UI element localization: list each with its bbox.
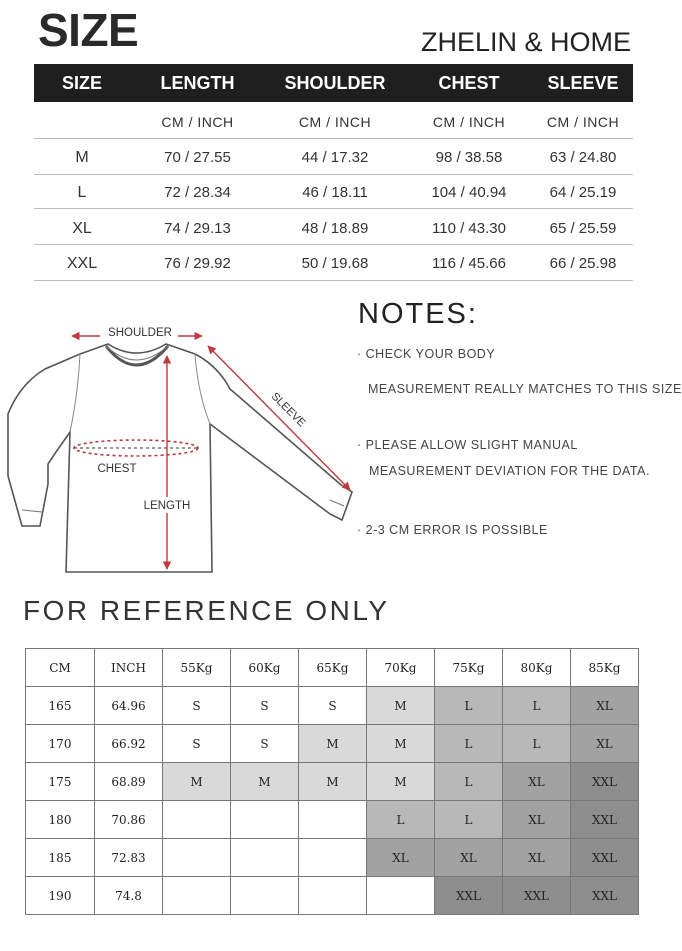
note-line: MEASUREMENT DEVIATION FOR THE DATA.	[369, 464, 650, 478]
height-cell: 175	[26, 763, 95, 801]
chest-label: CHEST	[97, 463, 137, 475]
reference-header-cell: 80Kg	[503, 649, 571, 687]
table-row	[26, 687, 639, 725]
height-cell: 70.86	[95, 801, 163, 839]
row-divider	[34, 208, 633, 209]
size-recommendation-cell: XL	[571, 687, 639, 725]
size-recommendation-cell: XXL	[435, 877, 503, 915]
size-recommendation-cell: S	[163, 725, 231, 763]
size-recommendation-cell: S	[231, 725, 299, 763]
size-recommendation-cell: M	[299, 763, 367, 801]
height-cell: 72.83	[95, 839, 163, 877]
size-recommendation-cell	[163, 839, 231, 877]
shirt-measurement-diagram	[0, 314, 356, 584]
size-cell: L	[77, 184, 87, 201]
size-recommendation-cell: M	[163, 763, 231, 801]
size-recommendation-cell: L	[435, 763, 503, 801]
table-row	[26, 763, 639, 801]
size-recommendation-cell: XL	[367, 839, 435, 877]
height-cell: 185	[26, 839, 95, 877]
shoulder-cell: 50 / 19.68	[301, 255, 369, 272]
size-recommendation-cell: L	[503, 725, 571, 763]
size-cell: XXL	[66, 255, 98, 272]
reference-header-cell: 60Kg	[231, 649, 299, 687]
size-recommendation-cell: XXL	[571, 877, 639, 915]
size-recommendation-cell: L	[435, 801, 503, 839]
column-header-length: LENGTH	[160, 73, 235, 93]
size-recommendation-cell: S	[163, 687, 231, 725]
height-cell: 66.92	[95, 725, 163, 763]
size-recommendation-cell	[231, 839, 299, 877]
size-recommendation-cell	[367, 877, 435, 915]
shoulder-label: SHOULDER	[108, 327, 172, 339]
reference-header-cell: 75Kg	[435, 649, 503, 687]
table-row	[26, 801, 639, 839]
unit-label-shoulder: CM / INCH	[298, 114, 372, 130]
note-line: · CHECK YOUR BODY	[357, 347, 496, 361]
unit-label-sleeve: CM / INCH	[546, 114, 620, 130]
size-recommendation-cell: XL	[503, 801, 571, 839]
size-recommendation-cell: M	[231, 763, 299, 801]
size-cell: M	[75, 149, 89, 166]
size-recommendation-cell: XL	[503, 839, 571, 877]
reference-header-cell: CM	[26, 649, 95, 687]
height-cell: 170	[26, 725, 95, 763]
size-recommendation-cell: XXL	[571, 801, 639, 839]
size-recommendation-cell: S	[231, 687, 299, 725]
sleeve-cell: 65 / 25.59	[549, 220, 617, 237]
size-recommendation-cell: L	[503, 687, 571, 725]
note-line: · 2-3 CM ERROR IS POSSIBLE	[357, 523, 548, 537]
size-cell: XL	[72, 220, 92, 237]
chest-cell: 110 / 43.30	[432, 220, 506, 237]
size-recommendation-cell	[163, 877, 231, 915]
reference-header-cell: INCH	[95, 649, 163, 687]
sleeve-cell: 64 / 25.19	[549, 184, 617, 201]
length-cell: 76 / 29.92	[164, 255, 231, 272]
shirt-outline-icon	[8, 344, 352, 572]
height-cell: 64.96	[95, 687, 163, 725]
height-cell: 190	[26, 877, 95, 915]
height-cell: 180	[26, 801, 95, 839]
size-recommendation-cell	[163, 801, 231, 839]
column-header-shoulder: SHOULDER	[284, 73, 386, 93]
size-recommendation-cell: M	[367, 763, 435, 801]
reference-header-cell: 70Kg	[367, 649, 435, 687]
page-title: SIZE	[38, 4, 139, 56]
row-divider	[34, 174, 633, 175]
reference-title: FOR REFERENCE ONLY	[23, 595, 390, 626]
reference-header-row	[26, 649, 639, 687]
sleeve-cell: 63 / 24.80	[549, 149, 617, 166]
note-line: MEASUREMENT REALLY MATCHES TO THIS SIZE	[368, 382, 682, 396]
size-recommendation-cell: M	[367, 687, 435, 725]
size-recommendation-cell: XXL	[571, 839, 639, 877]
shoulder-cell: 44 / 17.32	[301, 149, 369, 166]
size-recommendation-cell	[299, 839, 367, 877]
reference-grid	[25, 648, 639, 915]
size-table-header	[34, 64, 633, 102]
size-recommendation-cell	[299, 877, 367, 915]
length-cell: 74 / 29.13	[164, 220, 231, 237]
table-row	[26, 725, 639, 763]
chest-cell: 116 / 45.66	[432, 255, 506, 272]
column-header-chest: CHEST	[438, 73, 500, 93]
size-recommendation-cell: XL	[503, 763, 571, 801]
notes-title: NOTES:	[358, 298, 478, 330]
size-recommendation-cell: M	[367, 725, 435, 763]
size-recommendation-cell: XXL	[503, 877, 571, 915]
brand-name: ZHELIN & HOME	[420, 27, 631, 57]
unit-label-length: CM / INCH	[161, 114, 234, 130]
height-cell: 165	[26, 687, 95, 725]
row-divider	[34, 244, 633, 245]
unit-label-chest: CM / INCH	[432, 114, 506, 130]
reference-header-cell: 65Kg	[299, 649, 367, 687]
size-recommendation-cell: XXL	[571, 763, 639, 801]
size-recommendation-cell: XL	[435, 839, 503, 877]
length-label: LENGTH	[143, 500, 191, 512]
size-recommendation-cell: XL	[571, 725, 639, 763]
height-cell: 68.89	[95, 763, 163, 801]
chest-cell: 104 / 40.94	[431, 184, 507, 201]
height-cell: 74.8	[95, 877, 163, 915]
size-recommendation-cell	[231, 877, 299, 915]
size-recommendation-cell	[299, 801, 367, 839]
size-recommendation-cell: L	[367, 801, 435, 839]
table-row	[26, 839, 639, 877]
row-divider	[34, 138, 633, 139]
shoulder-cell: 48 / 18.89	[301, 220, 369, 237]
reference-header-cell: 55Kg	[163, 649, 231, 687]
note-line: · PLEASE ALLOW SLIGHT MANUAL	[357, 438, 578, 452]
sleeve-label: SLEEVE	[268, 390, 308, 430]
chest-cell: 98 / 38.58	[435, 149, 503, 166]
size-recommendation-cell	[231, 801, 299, 839]
column-header-sleeve: SLEEVE	[547, 73, 619, 93]
size-recommendation-cell: L	[435, 687, 503, 725]
size-recommendation-cell: S	[299, 687, 367, 725]
length-cell: 70 / 27.55	[164, 149, 231, 166]
row-divider	[34, 280, 633, 281]
shoulder-cell: 46 / 18.11	[302, 184, 368, 201]
size-recommendation-cell: M	[299, 725, 367, 763]
reference-header-cell: 85Kg	[571, 649, 639, 687]
size-recommendation-cell: L	[435, 725, 503, 763]
table-row	[26, 877, 639, 915]
sleeve-cell: 66 / 25.98	[549, 255, 617, 272]
length-cell: 72 / 28.34	[164, 184, 231, 201]
column-header-size: SIZE	[61, 73, 102, 93]
